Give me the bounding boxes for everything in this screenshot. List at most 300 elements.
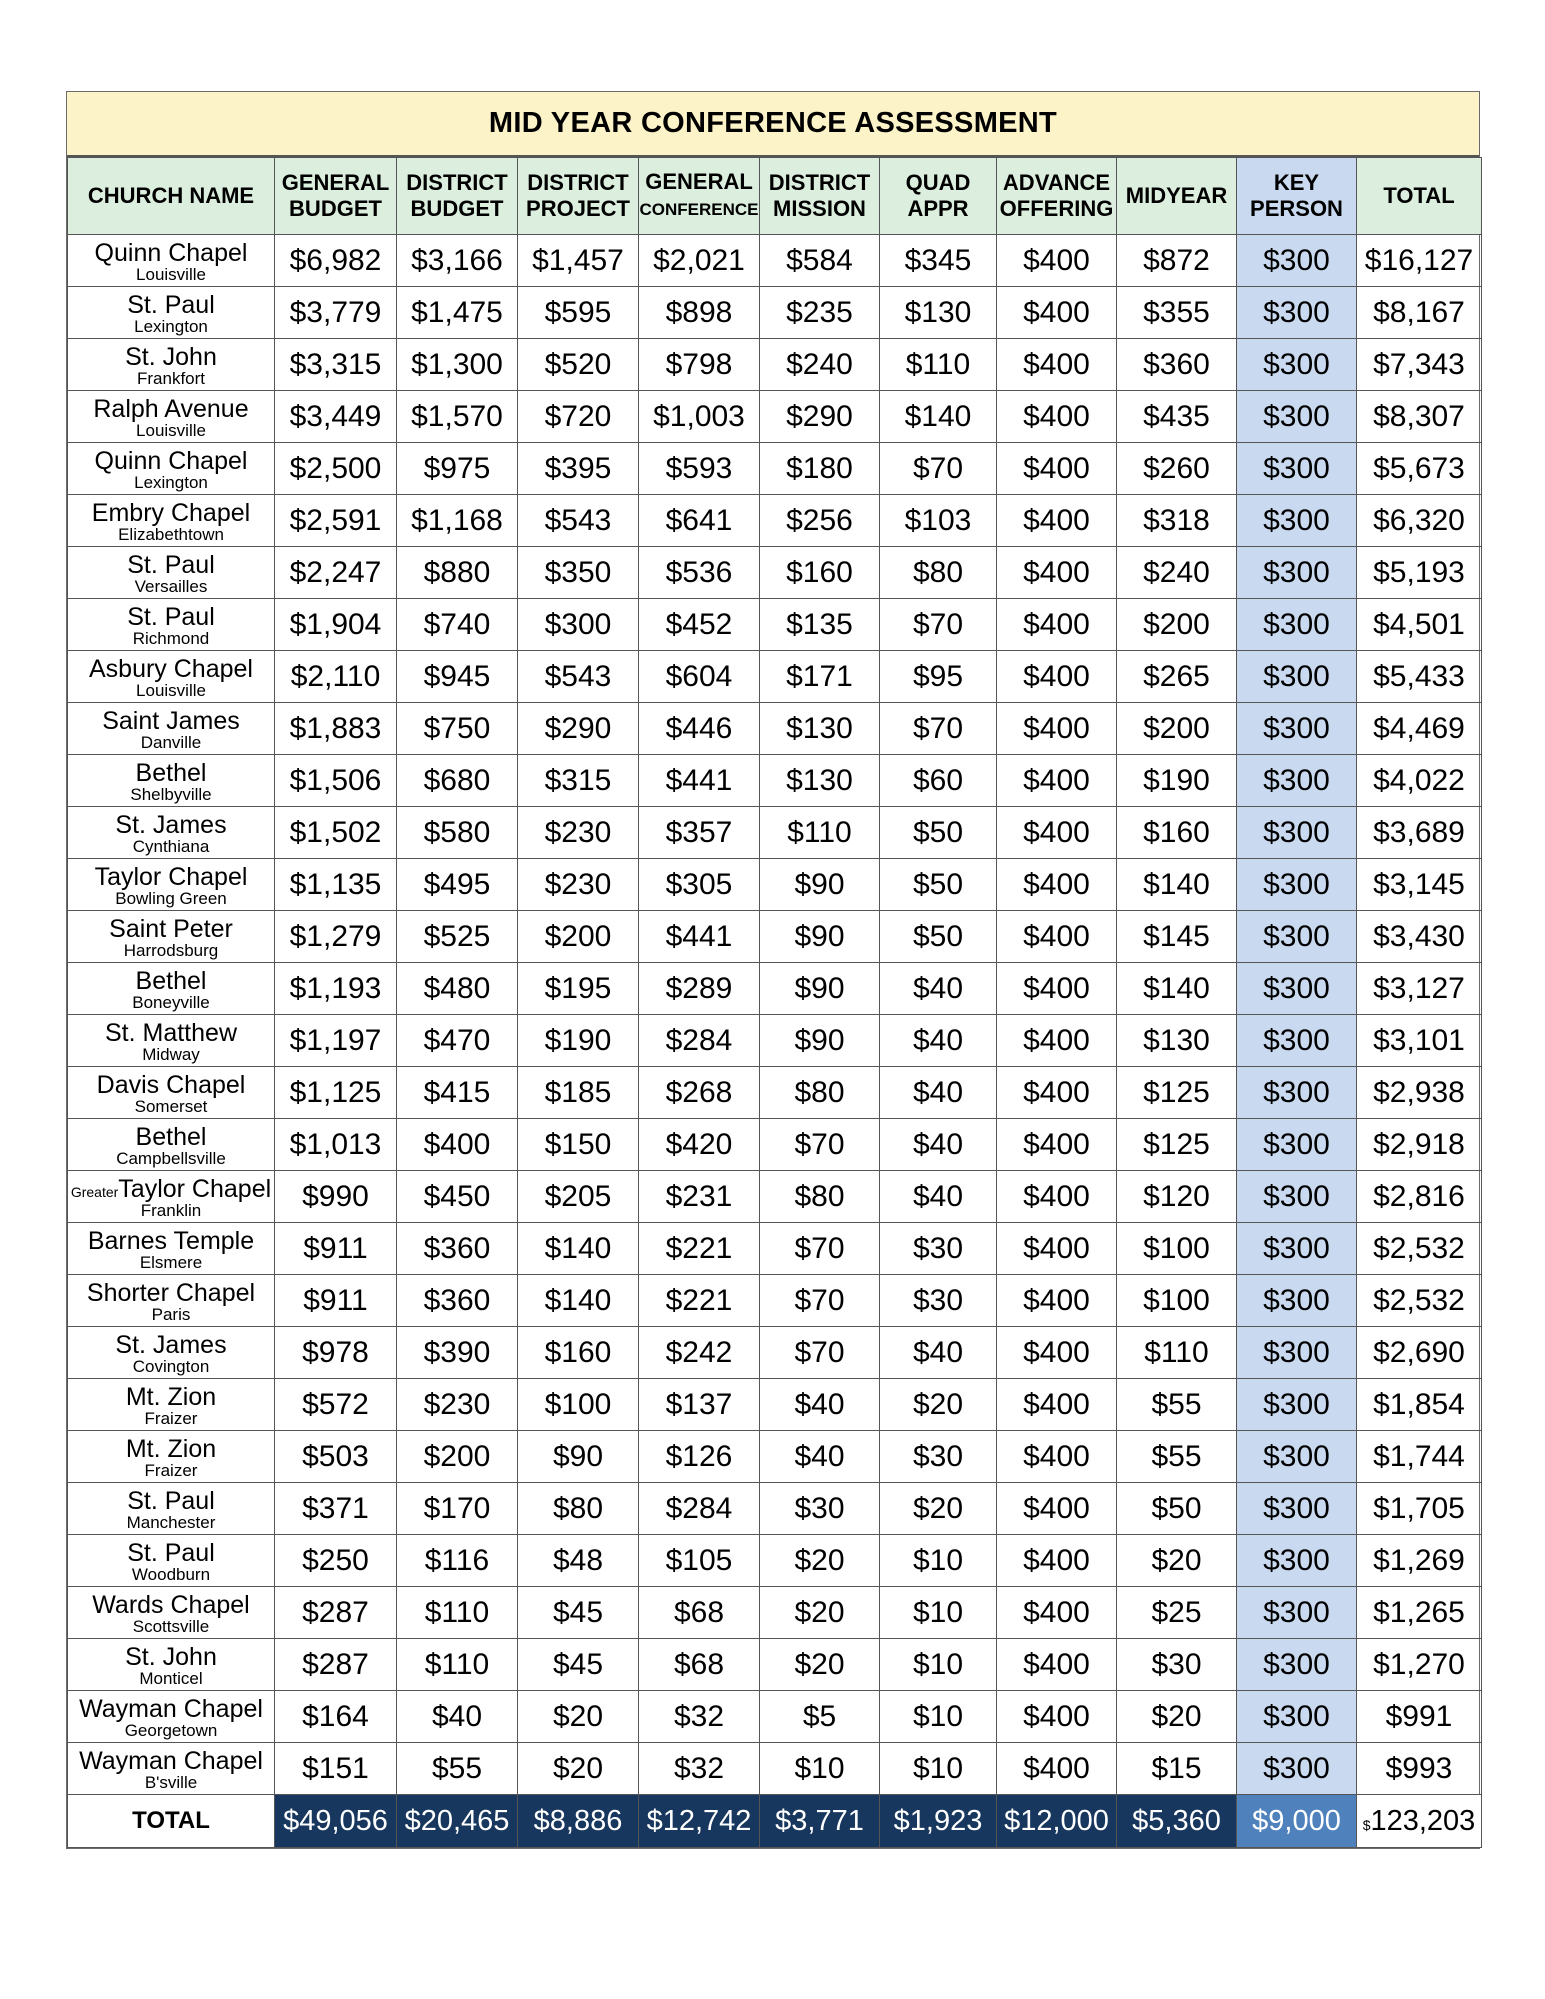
table-row (68, 495, 1482, 547)
amount-cell: $300 (1237, 443, 1357, 495)
amount-cell: $1,570 (397, 391, 518, 443)
table-row (68, 599, 1482, 651)
column-header-line2: BUDGET (410, 196, 504, 221)
church-title: Mt. Zion (125, 1434, 217, 1463)
amount-cell: $2,247 (275, 547, 397, 599)
amount-cell: $130 (880, 287, 997, 339)
church-name (68, 1122, 274, 1151)
amount-cell: $100 (1117, 1275, 1237, 1327)
column-header-line2: APPR (907, 196, 969, 221)
amount-cell: $10 (880, 1535, 997, 1587)
amount-cell: $1,197 (275, 1015, 397, 1067)
church-title: Mt. Zion (125, 1382, 217, 1411)
table-row (68, 1067, 1482, 1119)
amount-cell: $68 (639, 1587, 760, 1639)
amount-cell: $50 (880, 859, 997, 911)
table-row (68, 235, 1482, 287)
column-header-line1: DISTRICT (527, 170, 629, 195)
amount-cell: $1,457 (518, 235, 639, 287)
amount-cell: $300 (1237, 1535, 1357, 1587)
amount-cell: $400 (997, 1483, 1117, 1535)
church-name (68, 1070, 274, 1099)
total-amount-cell: $1,923 (880, 1795, 997, 1848)
amount-cell: $20 (760, 1639, 880, 1691)
amount-cell: $305 (639, 859, 760, 911)
amount-cell: $289 (639, 963, 760, 1015)
amount-cell: $200 (1117, 599, 1237, 651)
amount-cell: $300 (1237, 495, 1357, 547)
church-city: Georgetown (124, 1720, 218, 1740)
amount-cell: $2,532 (1357, 1275, 1482, 1327)
column-header-line2: PROJECT (526, 196, 630, 221)
church-title: Embry Chapel (91, 498, 251, 527)
table-row (68, 651, 1482, 703)
amount-cell: $80 (760, 1171, 880, 1223)
amount-cell: $400 (997, 1275, 1117, 1327)
amount-cell: $641 (639, 495, 760, 547)
grand-total-cell (1357, 1795, 1482, 1848)
church-city: Elsmere (139, 1252, 203, 1272)
amount-cell: $300 (1237, 1275, 1357, 1327)
church-city: Woodburn (131, 1564, 211, 1584)
amount-cell: $400 (997, 859, 1117, 911)
amount-cell: $400 (997, 1431, 1117, 1483)
amount-cell: $2,500 (275, 443, 397, 495)
amount-cell: $680 (397, 755, 518, 807)
amount-cell: $750 (397, 703, 518, 755)
amount-cell: $2,690 (1357, 1327, 1482, 1379)
church-city: Versailles (134, 576, 208, 596)
church-name-cell (68, 391, 275, 443)
church-city: Lexington (134, 316, 208, 336)
amount-cell: $400 (997, 1223, 1117, 1275)
church-title: Bethel (135, 758, 207, 787)
church-title: St. James (115, 1330, 227, 1359)
amount-cell: $30 (760, 1483, 880, 1535)
church-title: Quinn Chapel (94, 446, 248, 475)
amount-cell: $70 (760, 1275, 880, 1327)
amount-cell: $30 (880, 1275, 997, 1327)
column-header-line1: DISTRICT (406, 170, 508, 195)
table-row (68, 339, 1482, 391)
church-name-cell (68, 1067, 275, 1119)
amount-cell: $300 (1237, 339, 1357, 391)
amount-cell: $300 (1237, 1483, 1357, 1535)
church-name (68, 654, 274, 683)
amount-cell: $1,135 (275, 859, 397, 911)
amount-cell: $1,904 (275, 599, 397, 651)
church-name-cell (68, 807, 275, 859)
church-title: St. John (125, 342, 217, 371)
amount-cell: $300 (1237, 651, 1357, 703)
church-city: Louisville (136, 420, 206, 440)
amount-cell: $20 (880, 1379, 997, 1431)
church-name (68, 1018, 274, 1047)
amount-cell: $230 (518, 807, 639, 859)
amount-cell: $1,269 (1357, 1535, 1482, 1587)
amount-cell: $70 (760, 1327, 880, 1379)
amount-cell: $40 (880, 1119, 997, 1171)
amount-cell: $120 (1117, 1171, 1237, 1223)
church-city: Cynthiana (132, 836, 210, 856)
church-city: Boneyville (132, 992, 210, 1012)
amount-cell: $80 (880, 547, 997, 599)
amount-cell: $200 (1117, 703, 1237, 755)
church-title: Taylor Chapel (118, 1174, 272, 1203)
total-amount-cell: $9,000 (1237, 1795, 1357, 1848)
amount-cell: $70 (880, 599, 997, 651)
church-city: Somerset (134, 1096, 208, 1116)
amount-cell: $300 (1237, 963, 1357, 1015)
amount-cell: $1,854 (1357, 1379, 1482, 1431)
column-header-line2: CONFERENCE (639, 200, 759, 219)
amount-cell: $287 (275, 1639, 397, 1691)
column-header-line2: OFFERING (999, 196, 1114, 221)
church-city: Harrodsburg (123, 940, 219, 960)
column-header-line2: PERSON (1250, 196, 1343, 221)
amount-cell: $2,938 (1357, 1067, 1482, 1119)
amount-cell: $1,744 (1357, 1431, 1482, 1483)
amount-cell: $20 (1117, 1535, 1237, 1587)
column-header-line1: MIDYEAR (1125, 183, 1228, 208)
amount-cell: $300 (1237, 391, 1357, 443)
church-title: Bethel (135, 1122, 207, 1151)
column-header-line1: DISTRICT (768, 170, 871, 195)
amount-cell: $480 (397, 963, 518, 1015)
amount-cell: $400 (997, 651, 1117, 703)
table-row (68, 287, 1482, 339)
amount-cell: $991 (1357, 1691, 1482, 1743)
amount-cell: $256 (760, 495, 880, 547)
amount-cell: $90 (760, 859, 880, 911)
amount-cell: $16,127 (1357, 235, 1482, 287)
amount-cell: $32 (639, 1691, 760, 1743)
column-header-line1: GENERAL (281, 170, 390, 195)
church-city: Monticel (139, 1668, 203, 1688)
column-header (68, 158, 275, 235)
amount-cell: $151 (275, 1743, 397, 1795)
church-city: Scottsville (132, 1616, 210, 1636)
amount-cell: $290 (760, 391, 880, 443)
church-name (68, 1330, 274, 1359)
amount-cell: $350 (518, 547, 639, 599)
amount-cell: $240 (1117, 547, 1237, 599)
amount-cell: $300 (1237, 807, 1357, 859)
column-header (760, 158, 880, 235)
church-name-cell (68, 1691, 275, 1743)
total-amount-cell: $12,742 (639, 1795, 760, 1848)
amount-cell: $240 (760, 339, 880, 391)
church-title: Shorter Chapel (86, 1278, 256, 1307)
church-name (68, 1746, 274, 1775)
column-header (997, 158, 1117, 235)
amount-cell: $2,816 (1357, 1171, 1482, 1223)
church-name-cell (68, 495, 275, 547)
amount-cell: $40 (880, 1015, 997, 1067)
total-amount-cell: $12,000 (997, 1795, 1117, 1848)
table-row (68, 1119, 1482, 1171)
church-name (68, 1590, 274, 1619)
amount-cell: $300 (1237, 1691, 1357, 1743)
amount-cell: $3,166 (397, 235, 518, 287)
church-name (68, 1642, 274, 1671)
column-header (1357, 158, 1482, 235)
amount-cell: $3,315 (275, 339, 397, 391)
grand-total-amount: 123,203 (1370, 1804, 1476, 1837)
amount-cell: $3,689 (1357, 807, 1482, 859)
church-name-cell (68, 1431, 275, 1483)
amount-cell: $990 (275, 1171, 397, 1223)
church-name-cell (68, 1223, 275, 1275)
amount-cell: $420 (639, 1119, 760, 1171)
amount-cell: $360 (397, 1275, 518, 1327)
table-row (68, 807, 1482, 859)
amount-cell: $6,982 (275, 235, 397, 287)
amount-cell: $180 (760, 443, 880, 495)
amount-cell: $300 (1237, 1327, 1357, 1379)
amount-cell: $40 (880, 963, 997, 1015)
amount-cell: $2,591 (275, 495, 397, 547)
amount-cell: $287 (275, 1587, 397, 1639)
amount-cell: $5,433 (1357, 651, 1482, 703)
amount-cell: $911 (275, 1275, 397, 1327)
amount-cell: $48 (518, 1535, 639, 1587)
church-title: Wayman Chapel (79, 1694, 263, 1723)
amount-cell: $400 (997, 495, 1117, 547)
amount-cell: $5,193 (1357, 547, 1482, 599)
amount-cell: $1,270 (1357, 1639, 1482, 1691)
assessment-sheet (66, 91, 1480, 1849)
amount-cell: $300 (1237, 1119, 1357, 1171)
amount-cell: $40 (760, 1379, 880, 1431)
church-title: St. John (125, 1642, 217, 1671)
assessment-table (67, 157, 1482, 1848)
amount-cell: $1,193 (275, 963, 397, 1015)
amount-cell: $7,343 (1357, 339, 1482, 391)
amount-cell: $20 (760, 1587, 880, 1639)
amount-cell: $400 (997, 963, 1117, 1015)
church-city: Danville (140, 732, 202, 752)
church-city: Louisville (136, 264, 206, 284)
church-name (68, 290, 274, 319)
amount-cell: $1,475 (397, 287, 518, 339)
church-name-cell (68, 651, 275, 703)
amount-cell: $1,013 (275, 1119, 397, 1171)
church-name-cell (68, 1275, 275, 1327)
amount-cell: $300 (1237, 755, 1357, 807)
amount-cell: $400 (997, 1691, 1117, 1743)
amount-cell: $580 (397, 807, 518, 859)
amount-cell: $400 (997, 1015, 1117, 1067)
amount-cell: $40 (397, 1691, 518, 1743)
church-city: Fraizer (144, 1460, 198, 1480)
amount-cell: $584 (760, 235, 880, 287)
church-title: Quinn Chapel (94, 238, 248, 267)
amount-cell: $872 (1117, 235, 1237, 287)
amount-cell: $300 (1237, 1067, 1357, 1119)
amount-cell: $945 (397, 651, 518, 703)
amount-cell: $400 (997, 599, 1117, 651)
amount-cell: $160 (1117, 807, 1237, 859)
amount-cell: $235 (760, 287, 880, 339)
amount-cell: $50 (880, 807, 997, 859)
church-title: St. Matthew (105, 1018, 237, 1047)
amount-cell: $105 (639, 1535, 760, 1587)
amount-cell: $126 (639, 1431, 760, 1483)
amount-cell: $116 (397, 1535, 518, 1587)
church-name (68, 602, 274, 631)
table-row (68, 547, 1482, 599)
amount-cell: $100 (518, 1379, 639, 1431)
amount-cell: $441 (639, 911, 760, 963)
amount-cell: $230 (518, 859, 639, 911)
column-header (518, 158, 639, 235)
amount-cell: $300 (1237, 703, 1357, 755)
amount-cell: $140 (518, 1275, 639, 1327)
amount-cell: $30 (1117, 1639, 1237, 1691)
amount-cell: $357 (639, 807, 760, 859)
table-row (68, 703, 1482, 755)
amount-cell: $110 (880, 339, 997, 391)
amount-cell: $495 (397, 859, 518, 911)
amount-cell: $452 (639, 599, 760, 651)
amount-cell: $975 (397, 443, 518, 495)
amount-cell: $300 (1237, 1587, 1357, 1639)
amount-cell: $1,125 (275, 1067, 397, 1119)
amount-cell: $1,300 (397, 339, 518, 391)
amount-cell: $103 (880, 495, 997, 547)
amount-cell: $40 (880, 1171, 997, 1223)
table-row (68, 443, 1482, 495)
amount-cell: $125 (1117, 1067, 1237, 1119)
church-name (68, 966, 274, 995)
amount-cell: $250 (275, 1535, 397, 1587)
amount-cell: $300 (1237, 1639, 1357, 1691)
amount-cell: $400 (997, 1119, 1117, 1171)
total-amount-cell: $8,886 (518, 1795, 639, 1848)
church-name (68, 1174, 274, 1203)
table-row (68, 1691, 1482, 1743)
total-amount-cell: $3,771 (760, 1795, 880, 1848)
church-title: Davis Chapel (96, 1070, 246, 1099)
amount-cell: $190 (1117, 755, 1237, 807)
amount-cell: $80 (760, 1067, 880, 1119)
amount-cell: $265 (1117, 651, 1237, 703)
amount-cell: $593 (639, 443, 760, 495)
church-title: Saint James (102, 706, 240, 735)
amount-cell: $5,673 (1357, 443, 1482, 495)
amount-cell: $260 (1117, 443, 1237, 495)
amount-cell: $1,883 (275, 703, 397, 755)
amount-cell: $441 (639, 755, 760, 807)
church-name (68, 1434, 274, 1463)
column-header (1117, 158, 1237, 235)
amount-cell: $221 (639, 1275, 760, 1327)
church-name-cell (68, 1743, 275, 1795)
church-name (68, 1278, 274, 1307)
amount-cell: $90 (760, 963, 880, 1015)
church-city: Midway (142, 1044, 200, 1064)
amount-cell: $140 (1117, 963, 1237, 1015)
amount-cell: $400 (997, 235, 1117, 287)
amount-cell: $25 (1117, 1587, 1237, 1639)
amount-cell: $150 (518, 1119, 639, 1171)
table-row (68, 1743, 1482, 1795)
amount-cell: $520 (518, 339, 639, 391)
church-city: Lexington (134, 472, 208, 492)
church-name-cell (68, 1535, 275, 1587)
amount-cell: $110 (397, 1639, 518, 1691)
totals-label: TOTAL (68, 1795, 275, 1848)
amount-cell: $400 (997, 1171, 1117, 1223)
table-row (68, 1171, 1482, 1223)
church-name-cell (68, 599, 275, 651)
amount-cell: $3,101 (1357, 1015, 1482, 1067)
amount-cell: $70 (880, 703, 997, 755)
amount-cell: $300 (518, 599, 639, 651)
church-title: Saint Peter (109, 914, 233, 943)
amount-cell: $3,779 (275, 287, 397, 339)
amount-cell: $345 (880, 235, 997, 287)
column-header-line1: QUAD (905, 170, 971, 195)
amount-cell: $70 (760, 1223, 880, 1275)
amount-cell: $125 (1117, 1119, 1237, 1171)
church-name-cell (68, 339, 275, 391)
amount-cell: $90 (760, 911, 880, 963)
amount-cell: $55 (1117, 1379, 1237, 1431)
church-name-cell (68, 911, 275, 963)
amount-cell: $30 (880, 1223, 997, 1275)
amount-cell: $300 (1237, 1015, 1357, 1067)
amount-cell: $20 (518, 1743, 639, 1795)
church-name-cell (68, 1015, 275, 1067)
table-row (68, 1639, 1482, 1691)
total-amount-cell: $5,360 (1117, 1795, 1237, 1848)
amount-cell: $10 (880, 1691, 997, 1743)
amount-cell: $400 (997, 1743, 1117, 1795)
amount-cell: $4,022 (1357, 755, 1482, 807)
column-header (639, 158, 760, 235)
amount-cell: $898 (639, 287, 760, 339)
amount-cell: $3,430 (1357, 911, 1482, 963)
amount-cell: $525 (397, 911, 518, 963)
column-header (880, 158, 997, 235)
amount-cell: $318 (1117, 495, 1237, 547)
amount-cell: $1,502 (275, 807, 397, 859)
amount-cell: $1,168 (397, 495, 518, 547)
amount-cell: $300 (1237, 1431, 1357, 1483)
column-header-line1: GENERAL (645, 169, 753, 194)
amount-cell: $3,145 (1357, 859, 1482, 911)
church-city: Covington (132, 1356, 210, 1376)
amount-cell: $4,501 (1357, 599, 1482, 651)
amount-cell: $798 (639, 339, 760, 391)
amount-cell: $170 (397, 1483, 518, 1535)
church-title: Asbury Chapel (89, 654, 253, 683)
amount-cell: $536 (639, 547, 760, 599)
amount-cell: $68 (639, 1639, 760, 1691)
amount-cell: $135 (760, 599, 880, 651)
church-name (68, 706, 274, 735)
amount-cell: $400 (997, 339, 1117, 391)
church-name-cell (68, 287, 275, 339)
church-name-cell (68, 1327, 275, 1379)
amount-cell: $470 (397, 1015, 518, 1067)
church-city: B'sville (144, 1772, 198, 1792)
amount-cell: $20 (1117, 1691, 1237, 1743)
column-header-line1: KEY (1273, 170, 1320, 195)
amount-cell: $2,918 (1357, 1119, 1482, 1171)
